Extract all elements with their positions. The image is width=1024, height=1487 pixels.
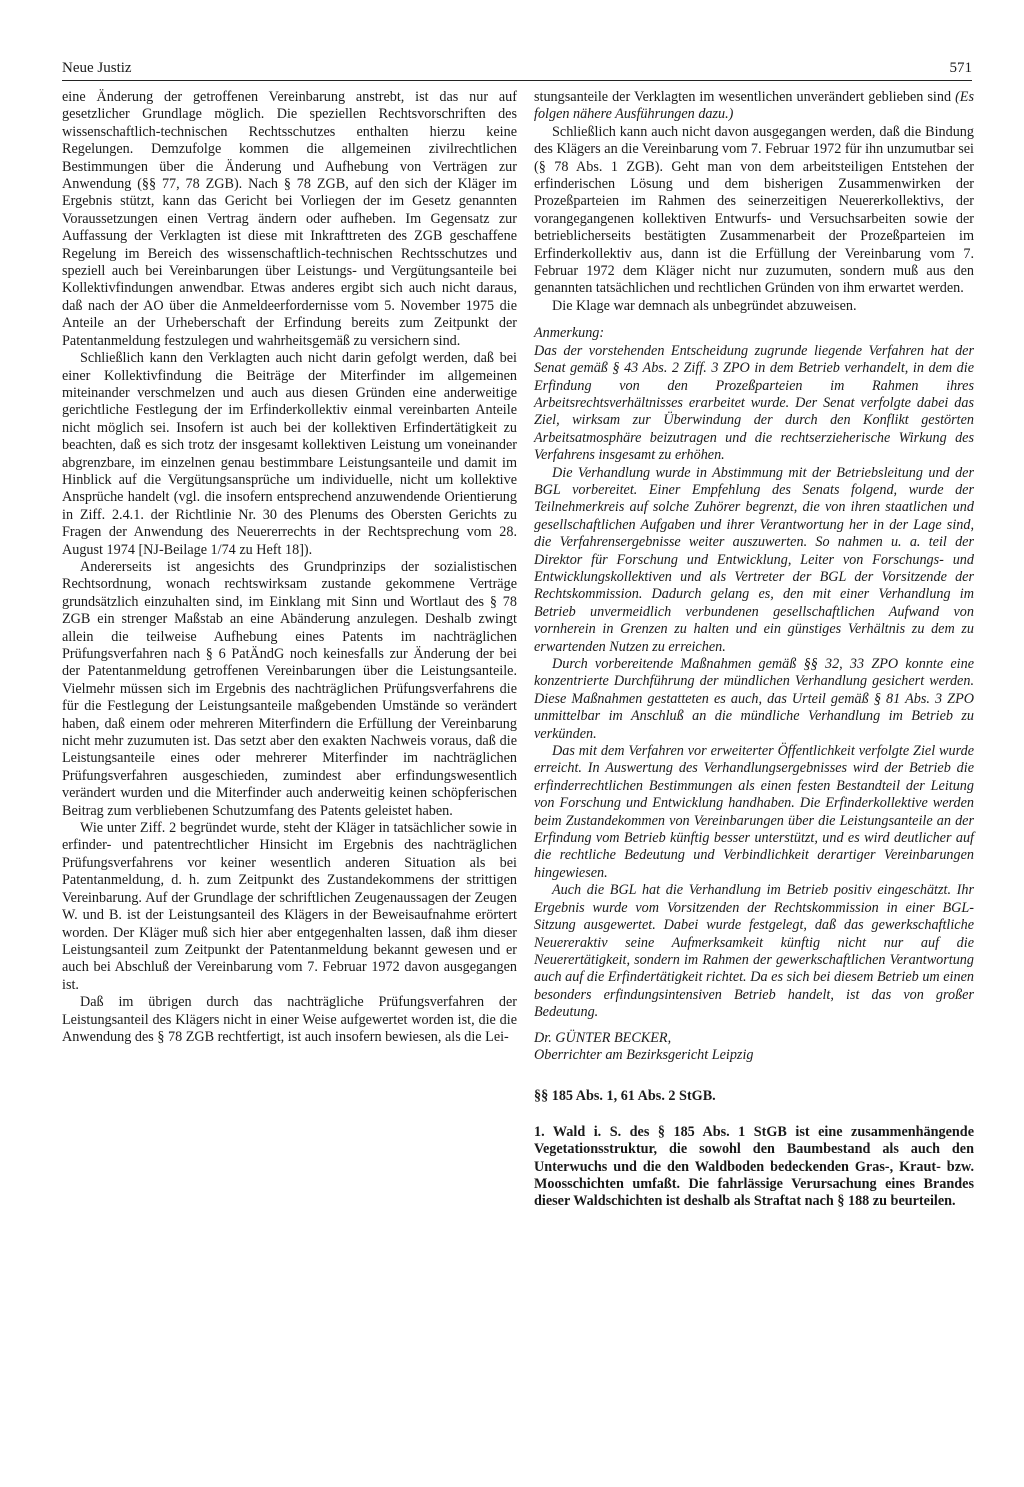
paragraph: Andererseits ist angesichts des Grundprinzips der sozialistischen Rechtsordnung, wonach rechtswirksam zustande gekommene Verträge grundsätzlich einzuhalten sind, im Einklang mit Sinn und Wortlaut des § 78 ZGB ein strenger Maßstab an eine Abänderung anzulegen. Deshalb zwingt allein die teilweise Aufhebung eines Patents im nachträglichen Prüfungsverfahren nach § 6 PatÄndG noch keinesfalls zur Änderung der bei der Patentanmeldung getroffenen Vereinbarungen über die Leistungsanteile. Vielmehr müssen sich im Ergebnis des nachträglichen Prüfungsverfahrens die für die Festlegung der Leistungsanteile maßgebenden Umstände so verändert haben, daß einem oder mehreren Miterfindern die Erfüllung der Vereinbarung nicht mehr zuzumuten ist. Das setzt aber den exakten Nachweis voraus, daß die Leistungsanteile eines oder mehrerer Miterfinder im nachträglichen Prüfungsverfahren ausgeschieden, zumindest aber erfindungswesentlich verändert wurden und die Miterfinder auch anderweitig keinen schöpferischen Beitrag zum verbliebenen Schutzumfang des Patents geleistet haben. bbox=[62, 558, 517, 819]
signature-name: Dr. GÜNTER BECKER, bbox=[534, 1029, 672, 1046]
paragraph: Schließlich kann den Verklagten auch nicht darin gefolgt werden, daß bei einer Kollektivfindung die Beiträge der Miterfinder im allgemeinen miteinander verschmelzen und auch aus diesen Gründen eine anderweitige gerichtliche Festlegung der im Erfinderkollektiv einmal vereinbarten Anteile nicht möglich sei. Insofern ist auch bei der kollektiven Erfindertätigkeit zu beachten, daß es sich trotz der insgesamt kollektiven Leistung um voneinander abgrenzbare, im einzelnen genau bestimmbare Leistungsanteile und damit im Hinblick auf die Vergütungsansprüche um individuelle, nicht um kollektive Ansprüche handelt (vgl. die insofern entsprechend anzuwendende Orientierung in Ziff. 2.4.1. der Richtlinie Nr. 30 des Plenums des Obersten Gerichts zu Fragen der Anwendung des Neuererrechts in der Rechtsprechung vom 28. August 1974 [NJ-Beilage 1/74 zu Heft 18]). bbox=[62, 350, 517, 558]
section-heading: §§ 185 Abs. 1, 61 Abs. 2 StGB. bbox=[534, 1088, 716, 1105]
continuation-paragraph bbox=[534, 89, 974, 124]
annotation-paragraph: Die Verhandlung wurde in Abstimmung mit der Betriebsleitung und der BGL vorbereitet. Einer Empfehlung des Senats folgend, wurde der Teilnehmerkreis auf solche Zuhörer begrenzt, die von ihren staatlichen und gesellschaftlichen Aufgaben und ihrer Verantwortung her in der Lage sind, die Verfahrensergebnisse weiter auszuwerten. So nahmen u. a. teil der Direktor für Forschung und Entwicklung, Leiter von Forschungs- und Entwicklungskollektiven und als Vertreter der BGL der Vorsitzende der Rechtskommission. Dadurch gelang es, den mit einer Verhandlung im Betrieb unvermeidlich verbundenen gesellschaftlichen Aufwand von vornherein in Grenzen zu halten und ein günstiges Verhältnis zu dem zu erwartenden Nutzen zu erreichen. bbox=[534, 464, 974, 655]
annotation-paragraph: Das mit dem Verfahren vor erweiterter Öffentlichkeit verfolgte Ziel wurde erreicht. In Auswertung des Verhandlungsergebnisses wird der Betrieb die erfinderrechtlichen Bestimmungen als einen festen Bestandteil der Leitung von Forschung und Entwicklung handhaben. Die Erfinderkollektive werden beim Zustandekommen von Vereinbarungen über die Leistungsanteile an der Erfindung vom Betrieb künftig besser unterstützt, und es wird deutlicher auf die rechtliche Bedeutung und Verbindlichkeit derartiger Vereinbarungen hingewiesen. bbox=[534, 743, 974, 881]
page-header bbox=[62, 58, 972, 81]
left-column bbox=[62, 89, 517, 1046]
page-number: 571 bbox=[949, 60, 972, 76]
continuation-text: stungsanteile der Verklagten im wesentlichen unverändert geblieben sind bbox=[534, 89, 952, 105]
paragraph: Schließlich kann auch nicht davon ausgegangen werden, daß die Bindung des Klägers an die Vereinbarung vom 7. Februar 1972 für ihn unzumutbar sei (§ 78 Abs. 1 ZGB). Geht man von dem arbeitsteiligen Entstehen der erfinderischen Lösung und dem bisherigen Zusammenwirken der Prozeßparteien im Rahmen des seinerzeitigen Neuererkollektivs, der vorangegangenen kollektiven Entwurfs- und Versuchsarbeiten sowie der betrieblicherseits bestätigten Zusammenarbeit der Prozeßparteien im Erfinderkollektiv aus, dann ist die Erfüllung der Vereinbarung vom 7. Februar 1972 dem Kläger nicht nur zuzumuten, sondern muß aus den genannten tatsächlichen und rechtlichen Gründen von ihm erwartet werden. bbox=[534, 123, 974, 297]
annotation-paragraph: Das der vorstehenden Entscheidung zugrunde liegende Verfahren hat der Senat gemäß § 43 Abs. 2 Ziff. 3 ZPO in dem Betrieb verhandelt, in dem die Erfindung von den Prozeßparteien im Rahmen ihres Arbeitsrechtsverhältnisses erarbeitet wurde. Der Senat verfolgte dabei das Ziel, wirksam zur Überwindung der durch den Konflikt gestörten Arbeitsatmosphäre beizutragen und die rechtserzieherische Wirkung des Verfahrens insgesamt zu erhöhen. bbox=[534, 342, 974, 464]
annotation-heading: Anmerkung: bbox=[534, 325, 605, 342]
annotation-paragraph: Durch vorbereitende Maßnahmen gemäß §§ 32, 33 ZPO konnte eine konzentrierte Durchführung der mündlichen Verhandlung gesichert werden. Diese Maßnahmen gestatteten es auch, das Urteil gemäß § 81 Abs. 3 ZPO unmittelbar im Anschluß an die mündliche Verhandlung im Betrieb zu verkünden. bbox=[534, 656, 974, 742]
leitsatz: 1. Wald i. S. des § 185 Abs. 1 StGB ist eine zusammenhängende Vegetationsstruktur, die sowohl den Baumbestand als auch den Unterwuchs und die den Waldboden bedeckenden Gras-, Kraut- bzw. Moosschichten umfaßt. Die fahrlässige Verursachung eines Brandes dieser Waldschichten ist deshalb als Straftat nach § 188 zu beurteilen. bbox=[534, 1123, 974, 1210]
paragraph: Daß im übrigen durch das nachträgliche Prüfungsverfahren der Leistungsanteil des Klägers nicht in einer Weise aufgewertet worden ist, die die Anwendung des § 78 ZGB rechtfertigt, ist auch insofern bewiesen, als die Lei- bbox=[62, 994, 517, 1045]
annotation-paragraph: Auch die BGL hat die Verhandlung im Betrieb positiv eingeschätzt. Ihr Ergebnis wurde vom Vorsitzenden der Rechtskommission in einer BGL-Sitzung ausgewertet. Dabei wurde festgelegt, daß das gewerkschaftliche Neuereraktiv seine Aufmerksamkeit künftig nicht nur auf die Neuerertätigkeit, sondern im Rahmen der gewerkschaftlichen Verantwortung auch auf die Erfindertätigkeit richtet. Da es sich bei diesem Betrieb um einen besonders erfindungsintensiven Betrieb handelt, ist das von großer Bedeutung. bbox=[534, 882, 974, 1021]
journal-title: Neue Justiz bbox=[62, 60, 132, 76]
continuation-note: (Es folgen nähere Ausführungen dazu.) bbox=[534, 89, 974, 123]
paragraph: eine Änderung der getroffenen Vereinbarung anstrebt, ist das nur auf gesetzlicher Grundlage möglich. Die speziellen Rechtsvorschriften des wissenschaftlich-technischen Rechtsschutzes enthalten hierzu keine Regelungen. Demzufolge kommen die allgemeinen zivilrechtlichen Bestimmungen über die Änderung und Aufhebung von Verträgen zur Anwendung (§§ 77, 78 ZGB). Nach § 78 ZGB, auf den sich der Kläger im Ergebnis stützt, kann das Gericht bei Vorliegen der im Gesetz genannten Voraussetzungen einen Vertrag ändern oder aufheben. Im Gegensatz zur Auffassung der Verklagten ist diese mit Inkrafttreten des ZGB geschaffene Regelung im Bereich des wissenschaftlich-technischen Rechtsschutzes und speziell auch bei Vereinbarungen über Leistungs- und Vergütungsanteile bei Kollektivfindungen anwendbar. Etwas anderes ergibt sich auch nicht daraus, daß nach der AO über die Anmeldeerfordernisse vom 5. November 1975 die Anteile an der Urheberschaft der Erfindung bereits zum Zeitpunkt der Patentanmeldung festzulegen und wahrheitsgemäß zu versichern sind. bbox=[62, 89, 517, 349]
paragraph: Die Klage war demnach als unbegründet abzuweisen. bbox=[552, 297, 857, 314]
signature-title: Oberrichter am Bezirksgericht Leipzig bbox=[534, 1046, 754, 1063]
paragraph: Wie unter Ziff. 2 begründet wurde, steht der Kläger in tatsächlicher sowie in erfinder- und patentrechtlicher Hinsicht im Ergebnis des nachträglichen Prüfungsverfahrens vor keiner wesentlich anderen Situation als bei Patentanmeldung, d. h. zum Zeitpunkt des Zustandekommens der strittigen Vereinbarung. Auf der Grundlage der schriftlichen Zeugenaussagen der Zeugen W. und B. ist der Leistungsanteil des Klägers in der Beweisaufnahme erörtert worden. Der Kläger muß sich hier aber entgegenhalten lassen, daß ihm dieser Leistungsanteil zum Zeitpunkt der Patentanmeldung bekannt gewesen und er auch bei Abschluß der Vereinbarung vom 7. Februar 1972 davon ausgegangen ist. bbox=[62, 820, 517, 993]
right-column bbox=[534, 89, 974, 1211]
